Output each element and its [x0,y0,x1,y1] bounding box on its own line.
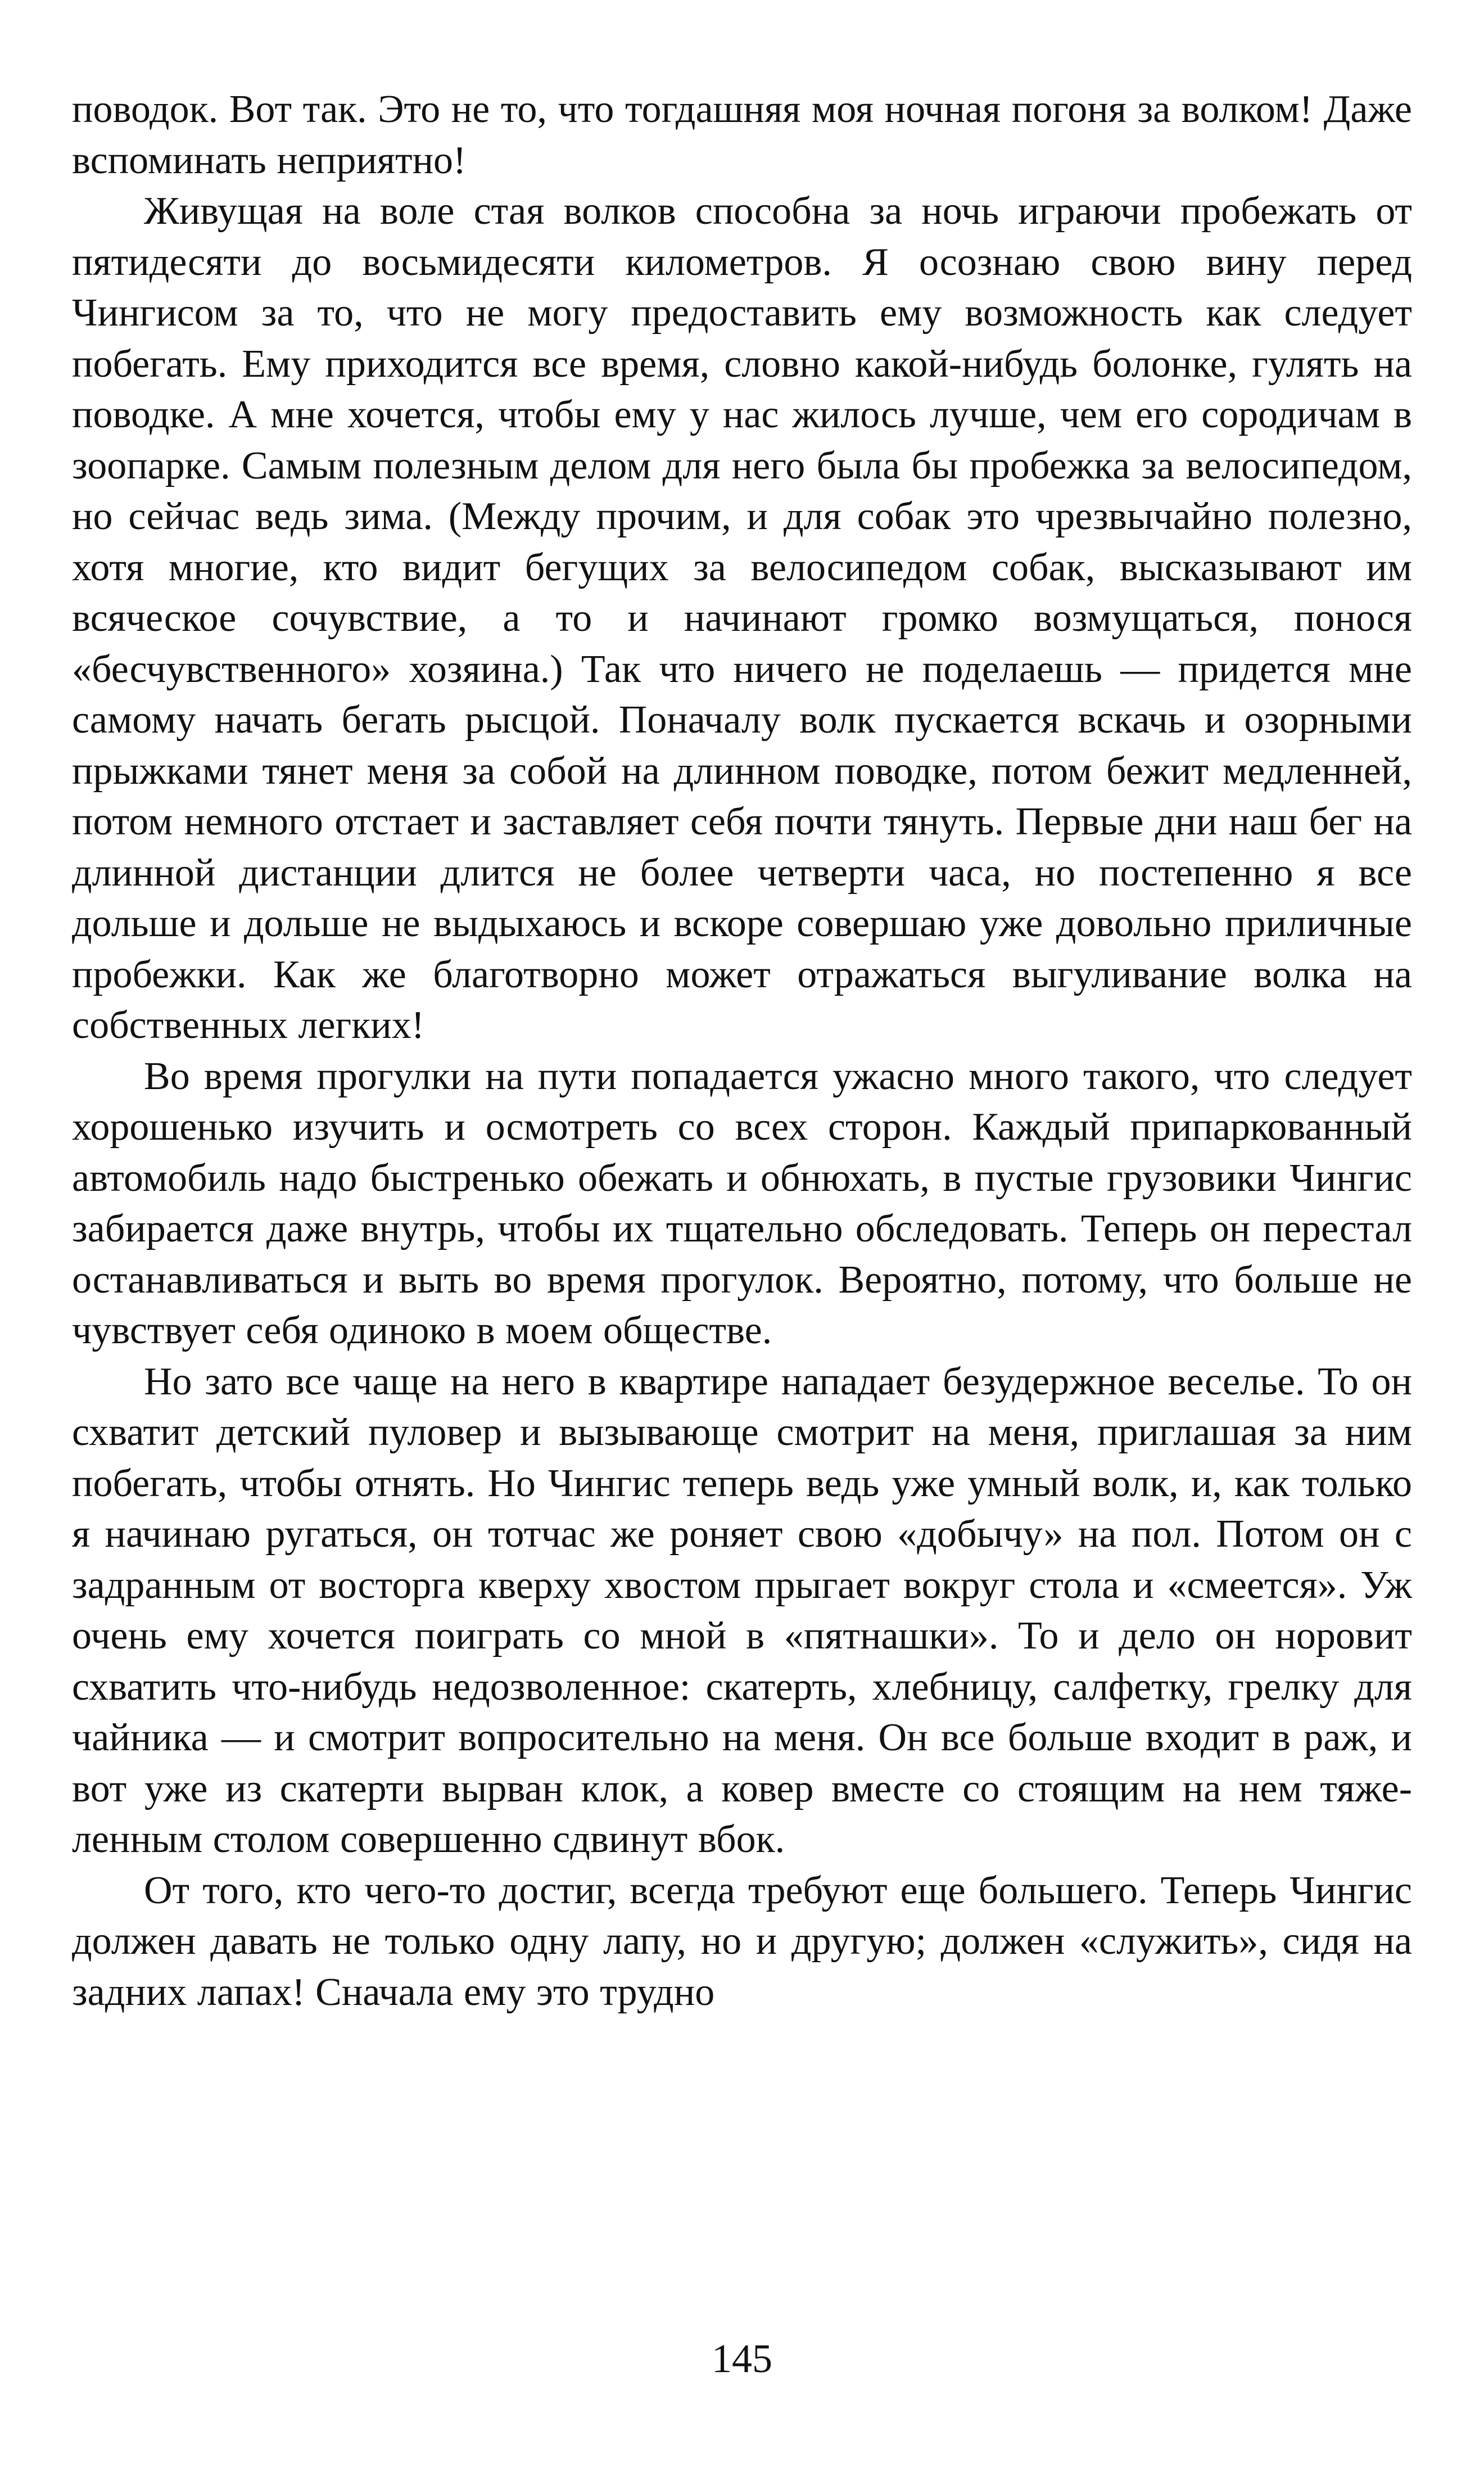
paragraph-continuation: поводок. Вот так. Это не то, что тогдашняя моя ночная погоня за волком! Даже вспоминать неприятно! [72,88,1412,182]
paragraph-wolf-running: Живущая на воле стая волков способна за ночь играючи пробежать от пятидесяти до восьмидесяти километров. Я осознаю свою вину перед Чингисом за то, что не могу предоставить ему возможность как следует побегать. Ему приходится все время, словно какой-нибудь болонке, гулять на поводке. А мне хочется, чтобы ему у нас жилось лучше, чем его сородичам в зоопарке. Самым полезным делом для него была бы пробежка за велосипедом, но сейчас ведь зима. (Между прочим, и для собак это чрезвычайно полезно, хотя многие, кто видит бегущих за велосипедом собак, высказывают им всяческое сочувствие, а то и начинают громко возмущаться, понося «бесчувственного» хозяина.) Так что ничего не поделаешь — придется мне самому начать бегать рысцой. Поначалу волк пускается вскачь и озорными прыжками тянет меня за собой на длинном поводке, потом бежит медленней, потом немного отстает и заставляет себя почти тянуть. Первые дни наш бег на длинной дистанции длится не более четверти часа, но постепенно я все дольше и дольше не выдыхаюсь и вскоре совершаю уже довольно приличные пробежки. Как же благотворно может отражаться выгуливание волка на собственных легких! [72,189,1412,1047]
page-number: 145 [712,2336,772,2381]
paragraph-playfulness: Но зато все чаще на него в квартире нападает безудержное веселье. То он схватит детский пуловер и вызывающе смотрит на меня, приглашая за ним побегать, чтобы отнять. Но Чингис теперь ведь уже умный волк, и, как только я начинаю ругаться, он тотчас же роняет свою «добычу» на пол. Потом он с задранным от восторга кверху хвостом прыгает вокруг стола и «смеется». Уж очень ему хочется поиграть со мной в «пятнашки». То и дело он норовит схватить что-нибудь недозволенное: скатерть, хлебницу, салфетку, грелку для чайника — и смотрит вопросительно на меня. Он все больше входит в раж, и вот уже из скатерти вырван клок, а ковер вместе со стоящим на нем тяжеленным столом совершенно сдвинут вбок. [72,1360,1412,1861]
paragraph-walk-exploration: Во время прогулки на пути попадается ужасно много такого, что следует хорошенько изучить и осмотреть со всех сторон. Каждый припаркованный автомобиль надо быстренько обежать и обнюхать, в пустые грузовики Чингис забирается даже внутрь, чтобы их тщательно обследовать. Теперь он перестал останавливаться и выть во время прогулок. Вероятно, потому, что больше не чувствует себя одиноко в моем обществе. [72,1054,1412,1352]
paragraph-training: От того, кто чего-то достиг, всегда требуют еще большего. Теперь Чингис должен давать не только одну лапу, но и другую; должен «служить», сидя на задних лапах! Сначала ему это трудно [72,1868,1412,2014]
page-body [72,84,1412,2018]
